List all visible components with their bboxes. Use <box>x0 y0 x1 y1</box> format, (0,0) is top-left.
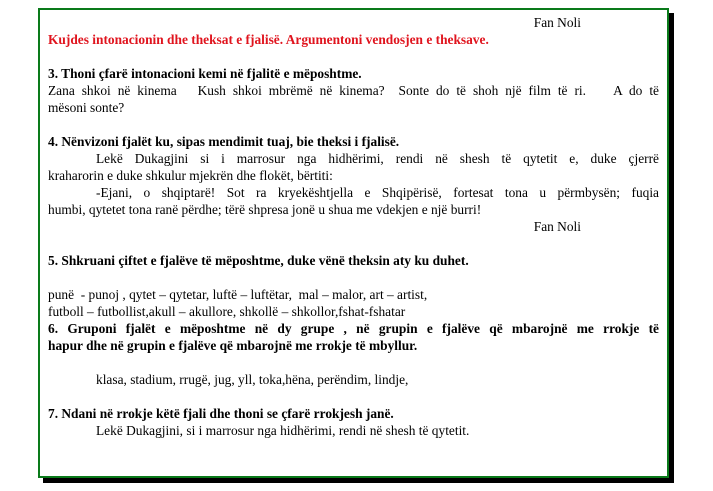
worksheet-content <box>48 14 659 439</box>
q5-line1: punë - punoj , qytet – qytetar, luftë – luftëtar, mal – malor, art – artist, <box>48 287 428 302</box>
q4-author: Fan Noli <box>533 219 581 234</box>
q6-words: klasa, stadium, rrugë, jug, yll, toka,hëna, perëndim, lindje, <box>96 372 409 387</box>
q7-text: Lekë Dukagjini, si i marrosur nga hidhërimi, rendi në shesh të qytetit. <box>96 423 470 438</box>
q3-text-line1: Zana shkoi në kinema Kush shkoi mbrëmë në kinema? Sonte do të shoh një film të ri. A do të <box>48 83 659 98</box>
q4-para1-line2: kraharorin e duke shkulur mjekrën dhe flokët, bërtiti: <box>48 168 333 183</box>
spacer <box>48 48 659 65</box>
q6-title-line2: hapur dhe në grupin e fjalëve që mbarojnë me rrokje të mbyllur. <box>48 338 418 353</box>
q4-para2-line2: humbi, qytetet tona ranë përdhe; tërë shpresa jonë u shua me vdekjen e një burri! <box>48 202 482 217</box>
q4-para1-line1: Lekë Dukagjini si i marrosur nga hidhërimi, rendi në shesh të qytetit e, duke çjerrë <box>96 151 659 166</box>
spacer <box>48 235 659 252</box>
spacer <box>48 388 659 405</box>
worksheet-frame <box>38 8 669 478</box>
spacer <box>48 116 659 133</box>
spacer <box>48 269 659 286</box>
q4-title: 4. Nënvizoni fjalët ku, sipas mendimit tuaj, bie theksi i fjalisë. <box>48 134 400 149</box>
author-top: Fan Noli <box>533 15 581 30</box>
q3-text-line2: mësoni sonte? <box>48 100 125 115</box>
q4-para2-line1: -Ejani, o shqiptarë! Sot ra kryekështjella e Shqipërisë, fortesat tona u përmbysën; fuqia <box>96 185 659 200</box>
q6-title-line1: 6. Gruponi fjalët e mëposhtme në dy grupe , në grupin e fjalëve që mbarojnë me rrokje të <box>48 321 659 336</box>
q3-title: 3. Thoni çfarë intonacioni kemi në fjalitë e mëposhtme. <box>48 66 362 81</box>
spacer <box>48 354 659 371</box>
q7-title: 7. Ndani në rrokje këtë fjali dhe thoni se çfarë rrokjesh janë. <box>48 406 394 421</box>
q5-line2: futboll – futbollist,akull – akullore, shkollë – shkollor,fshat-fshatar <box>48 304 406 319</box>
instruction-text: Kujdes intonacionin dhe theksat e fjalisë. Argumentoni vendosjen e theksave. <box>48 32 489 47</box>
q5-title: 5. Shkruani çiftet e fjalëve të mëposhtme, duke vënë theksin aty ku duhet. <box>48 253 469 268</box>
